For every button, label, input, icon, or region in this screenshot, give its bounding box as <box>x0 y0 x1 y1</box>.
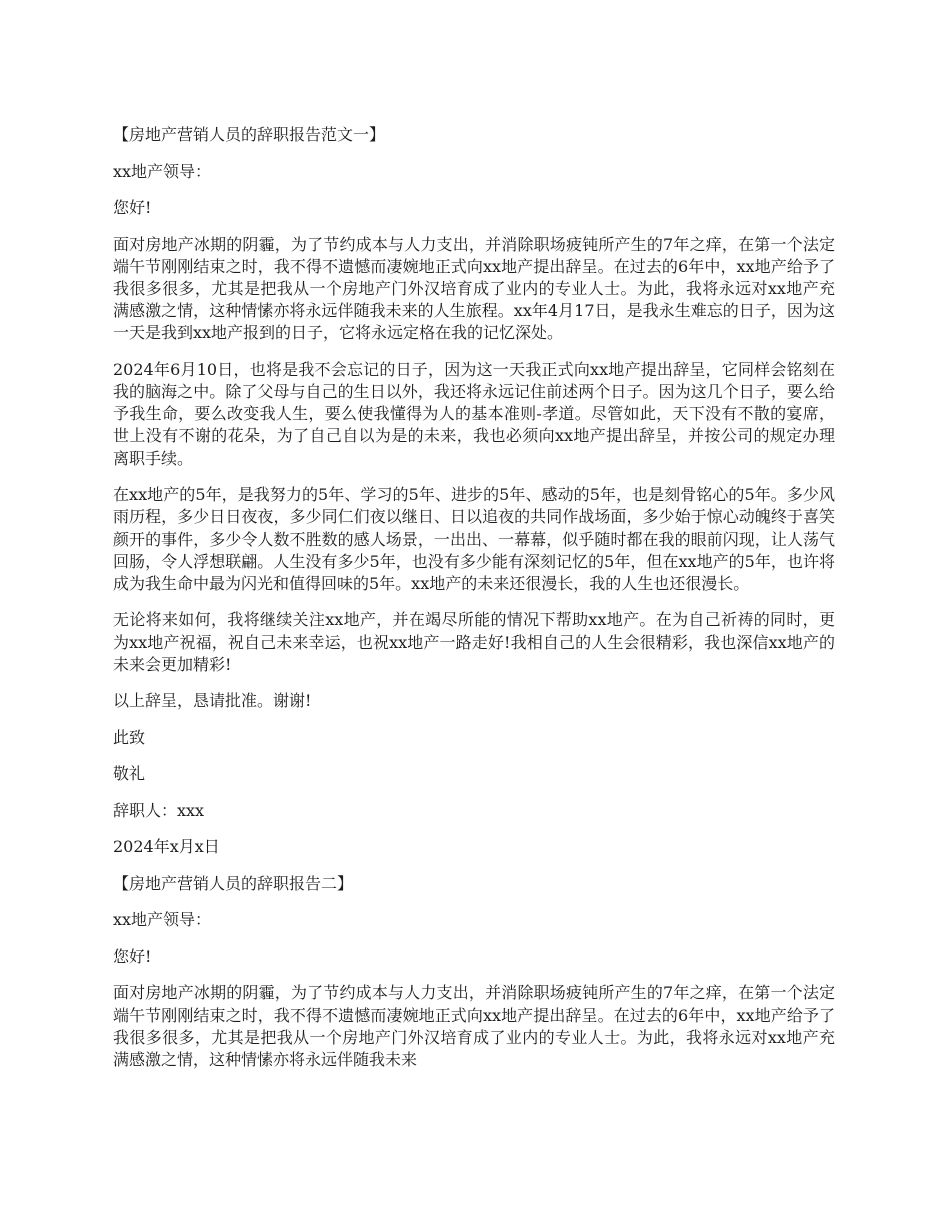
section-title: 【房地产营销人员的辞职报告二】 <box>113 873 354 893</box>
salutation: xx地产领导： <box>113 161 212 181</box>
closing-request: 以上辞呈，恳请批准。谢谢! <box>113 691 312 711</box>
document-page <box>113 124 835 1085</box>
section-title: 【房地产营销人员的辞职报告范文一】 <box>113 125 386 144</box>
regards: 敬礼 <box>113 764 146 784</box>
greeting: 您好! <box>113 946 152 966</box>
closing: 此致 <box>113 727 146 747</box>
date: 2024年x月x日 <box>113 837 220 857</box>
greeting: 您好! <box>113 198 152 217</box>
body-paragraph: 面对房地产冰期的阴霾，为了节约成本与人力支出，并消除职场疲钝所产生的7年之痒，在第一个法定端午节刚刚结束之时，我不得不遗憾而凄婉地正式向xx地产提出辞呈。在过去的6年中，xx地产给予了我很多很多，尤其是把我从一个房地产门外汉培育成了业内的专业人士。为此，我将永远对xx地产充满感激之情，这种情愫亦将永远伴随我未来的人生旅程。xx年4月17日，是我永生难忘的日子，因为这一天是我到xx地产报到的日子，它将永远定格在我的记忆深处。 <box>113 234 835 343</box>
body-paragraph: 面对房地产冰期的阴霾，为了节约成本与人力支出，并消除职场疲钝所产生的7年之痒，在第一个法定端午节刚刚结束之时，我不得不遗憾而凄婉地正式向xx地产提出辞呈。在过去的6年中，xx地产给予了我很多很多，尤其是把我从一个房地产门外汉培育成了业内的专业人士。为此，我将永远对xx地产充满感激之情，这种情愫亦将永远伴随我未来 <box>113 983 835 1069</box>
salutation: xx地产领导： <box>113 910 212 930</box>
body-paragraph: 无论将来如何，我将继续关注xx地产，并在竭尽所能的情况下帮助xx地产。在为自己祈祷的同时，更为xx地产祝福，祝自己未来幸运，也祝xx地产一路走好!我相自己的人生会很精彩，我也深信xx地产的未来会更加精彩! <box>113 610 835 674</box>
body-paragraph: 2024年6月10日，也将是我不会忘记的日子，因为这一天我正式向xx地产提出辞呈，它同样会铭刻在我的脑海之中。除了父母与自己的生日以外，我还将永远记住前述两个日子。因为这几个日子，要么给予我生命，要么改变我人生，要么使我懂得为人的基本准则-孝道。尽管如此，天下没有不散的宴席，世上没有不谢的花朵，为了自己自以为是的未来，我也必须向xx地产提出辞呈，并按公司的规定办理离职手续。 <box>113 359 835 468</box>
signature: 辞职人：xxx <box>113 800 205 820</box>
body-paragraph: 在xx地产的5年，是我努力的5年、学习的5年、进步的5年、感动的5年，也是刻骨铭心的5年。多少风雨历程，多少日日夜夜，多少同仁们夜以继日、日以追夜的共同作战场面，多少始于惊心动魄终于喜笑颜开的事件，多少令人数不胜数的感人场景，一出出、一幕幕，似乎随时都在我的眼前闪现，让人荡气回肠，令人浮想联翩。人生没有多少5年，也没有多少能有深刻记忆的5年，但在xx地产的5年，也许将成为我生命中最为闪光和值得回味的5年。xx地产的未来还很漫长，我的人生也还很漫长。 <box>113 485 835 593</box>
